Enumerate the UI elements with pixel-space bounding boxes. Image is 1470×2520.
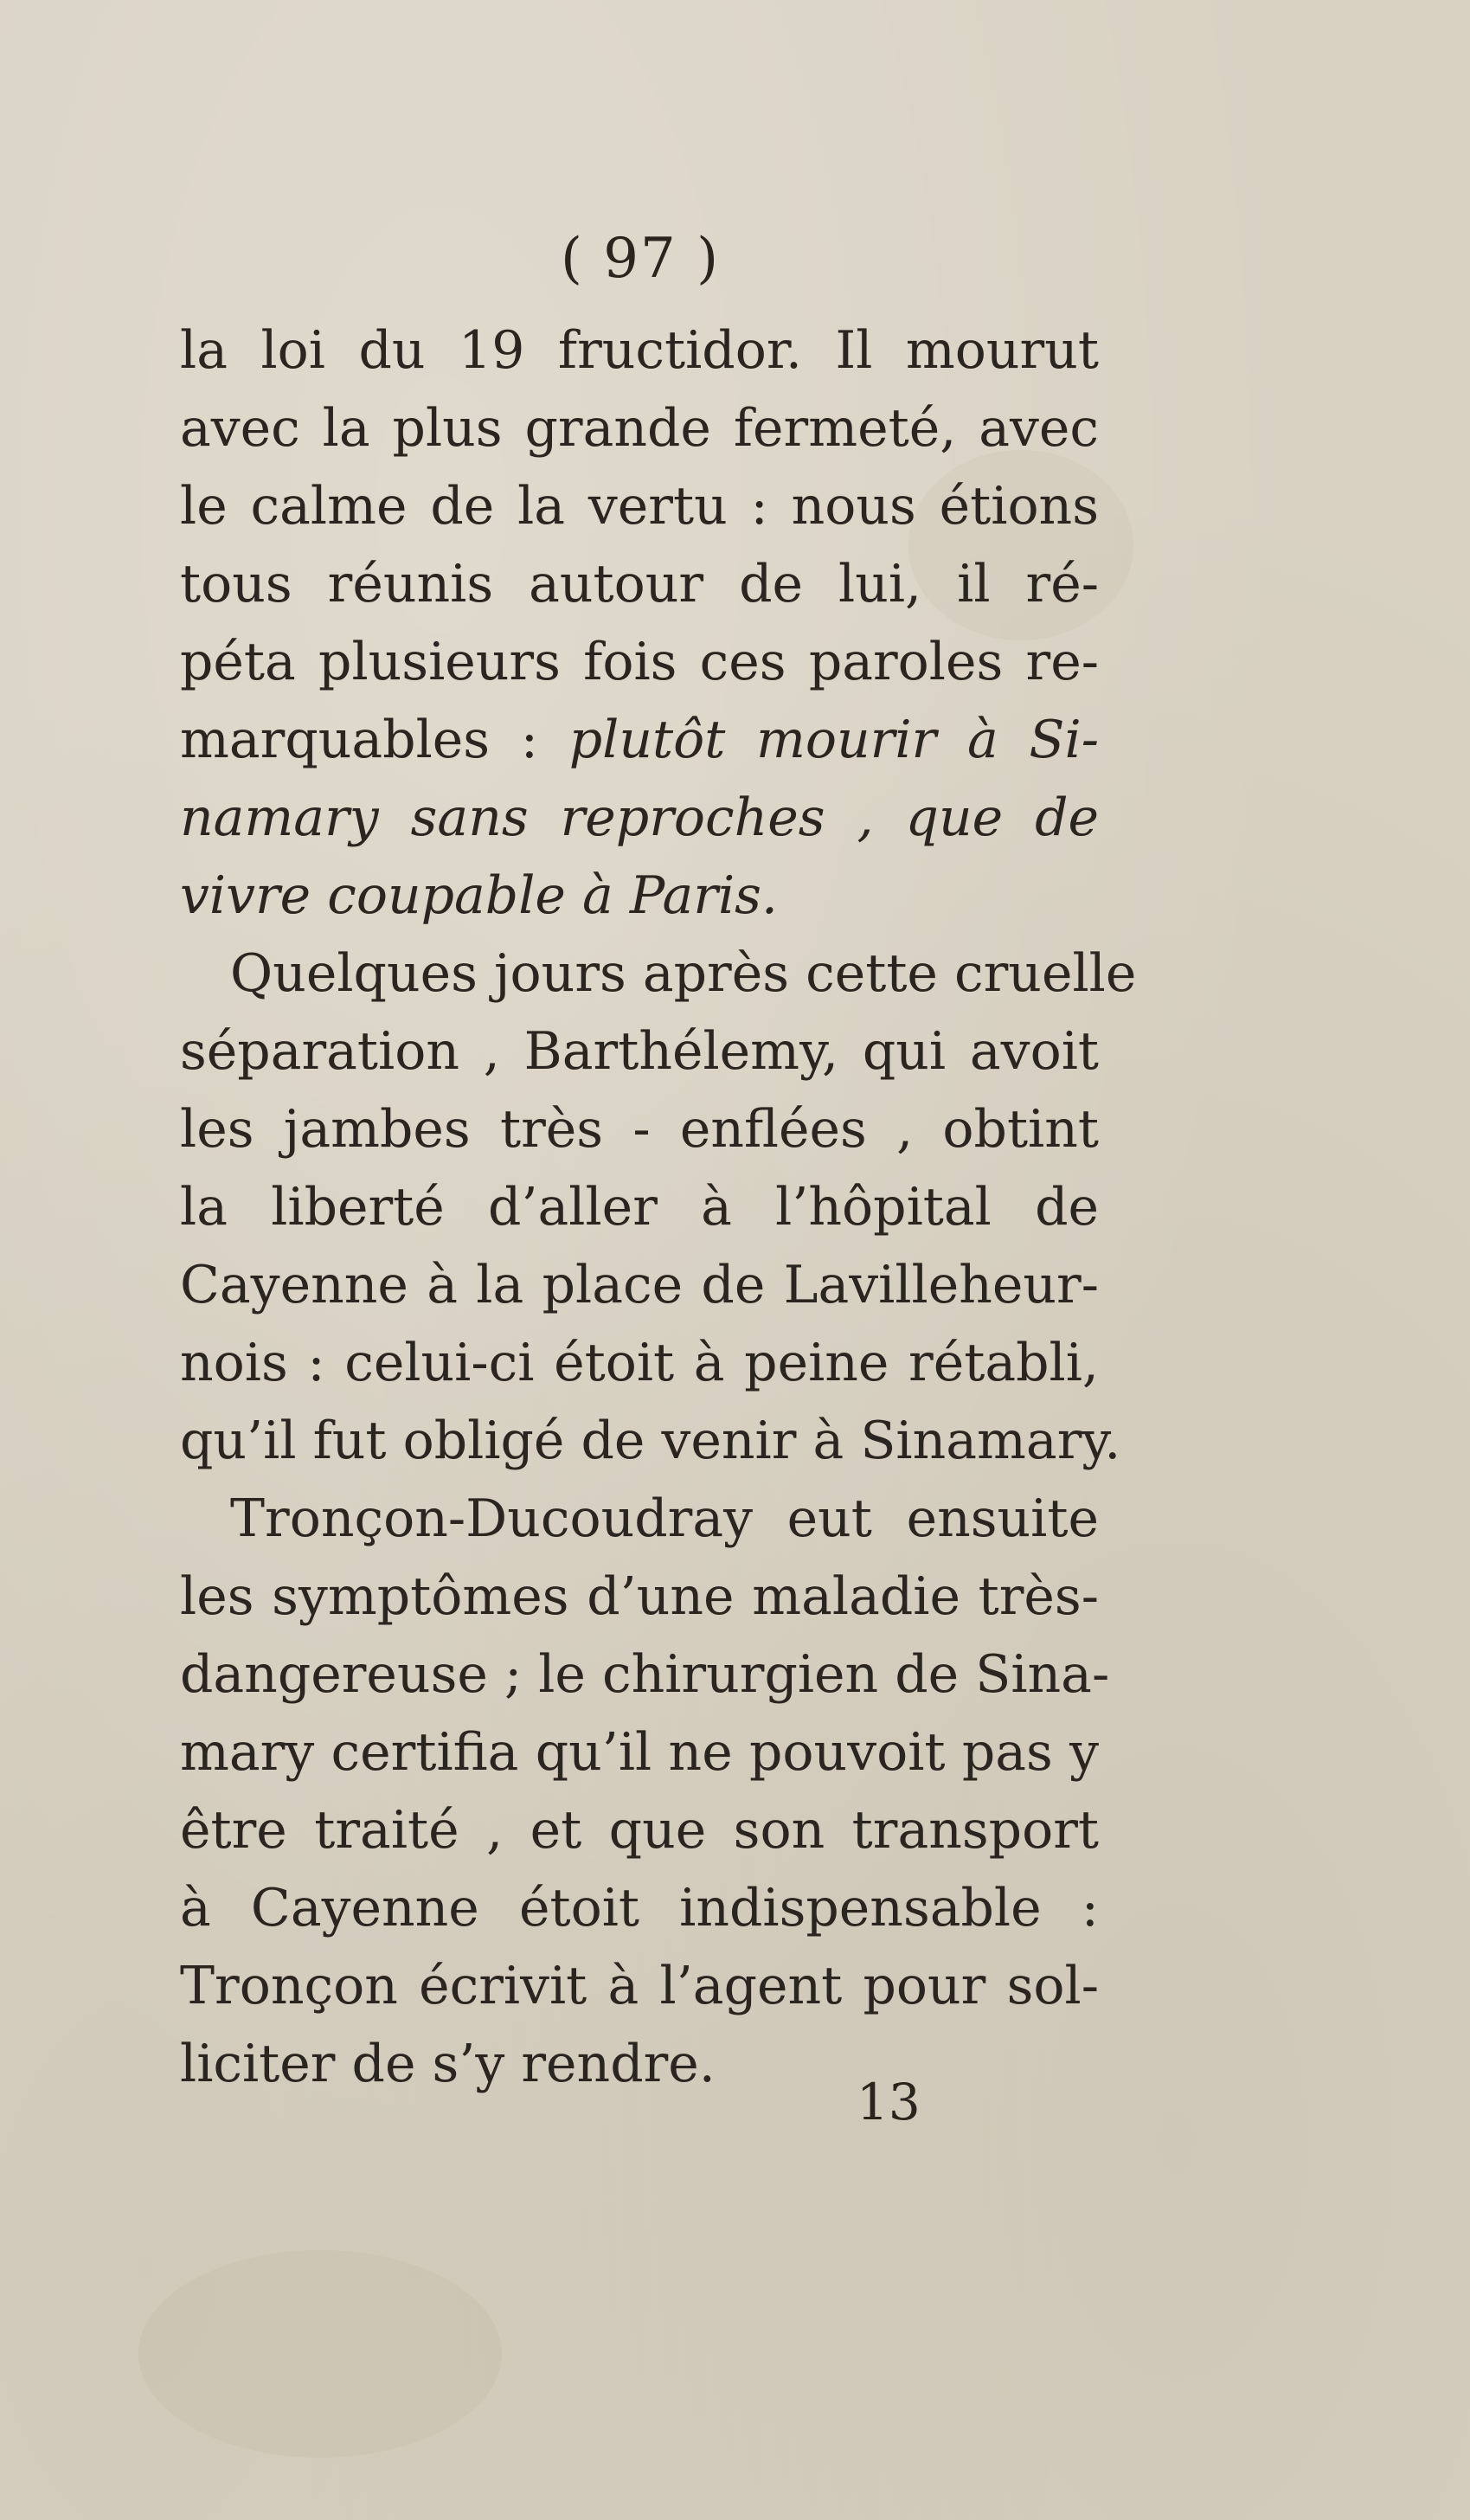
body-text xyxy=(180,312,1137,2103)
text-line: le calme de la vertu : nous étions xyxy=(180,476,1099,537)
text-line: namary sans reproches , que de xyxy=(180,788,1099,848)
text-line: péta plusieurs fois ces paroles re- xyxy=(180,632,1099,692)
signature-mark: 13 xyxy=(857,2073,921,2131)
text-line: la liberté d’aller à l’hôpital de xyxy=(180,1177,1099,1238)
text-line: tous réunis autour de lui, il ré- xyxy=(180,554,1099,614)
paper-stain xyxy=(138,2250,502,2458)
text-line: vivre coupable à Paris. xyxy=(180,865,778,926)
page-number: ( 97 ) xyxy=(560,227,721,291)
text-line: avec la plus grande fermeté, avec xyxy=(180,398,1099,459)
text-line: Quelques jours après cette cruelle xyxy=(230,943,1137,1004)
text-line: les jambes très - enflées , obtint xyxy=(180,1099,1099,1160)
text-line: Tronçon écrivit à l’agent pour sol- xyxy=(180,1956,1099,2016)
text-line: Tronçon-Ducoudray eut ensuite xyxy=(230,1488,1099,1549)
text-line: qu’il fut obligé de venir à Sinamary. xyxy=(180,1411,1121,1471)
text-line: nois : celui-ci étoit à peine rétabli, xyxy=(180,1333,1099,1393)
text-line: à Cayenne étoit indispensable : xyxy=(180,1878,1099,1938)
italic-segment: plutôt mourir à Si- xyxy=(568,710,1099,770)
text-line xyxy=(180,701,1099,779)
text-line: être traité , et que son transport xyxy=(180,1800,1099,1861)
text-line: dangereuse ; le chirurgien de Sina- xyxy=(180,1644,1110,1705)
text-line: mary certifia qu’il ne pouvoit pas y xyxy=(180,1722,1099,1783)
text-line: les symptômes d’une maladie très- xyxy=(180,1566,1099,1627)
text-line: liciter de s’y rendre. xyxy=(180,2034,716,2094)
text-line: la loi du 19 fructidor. Il mourut xyxy=(180,320,1099,381)
text-line: séparation , Barthélemy, qui avoit xyxy=(180,1021,1099,1082)
text-line: Cayenne à la place de Lavilleheur- xyxy=(180,1255,1099,1315)
text-segment: marquables : xyxy=(180,710,538,770)
